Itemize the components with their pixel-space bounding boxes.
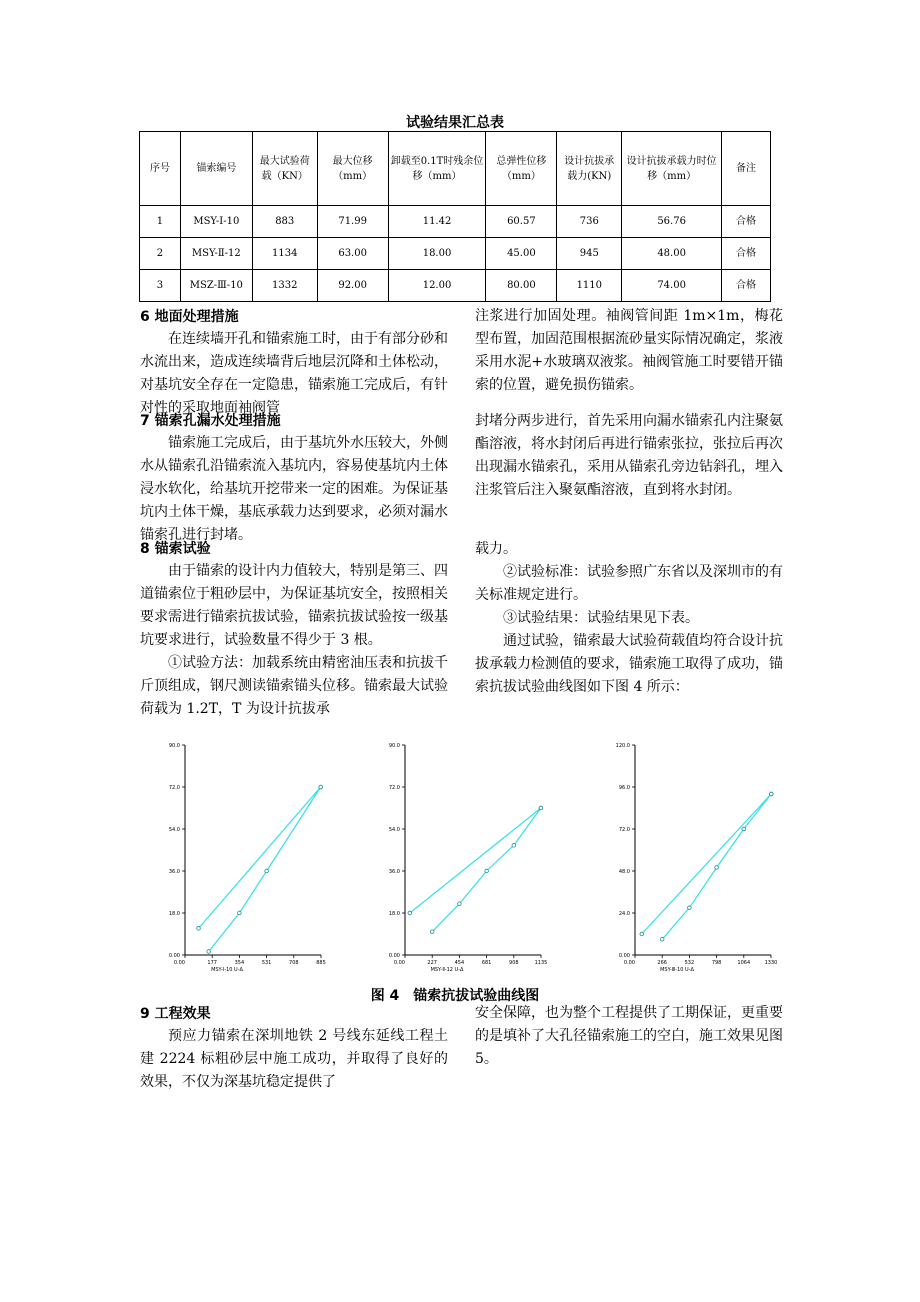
paragraph: 在连续墙开孔和锚索施工时，由于有部分砂和水流出来，造成连续墙背后地层沉降和土体松动，对基坑安全存在一定隐患，锚索施工完成后，有针对性的采取地面袖阀管 <box>140 331 448 416</box>
x-tick-label: 266 <box>657 960 667 966</box>
header-cell: 总弹性位移（mm） <box>486 132 557 206</box>
table-cell: 2 <box>140 238 181 270</box>
table-cell: 1110 <box>557 270 622 302</box>
section-9-left <box>140 1003 448 1094</box>
table-cell: 1332 <box>252 270 317 302</box>
x-tick-label: 227 <box>427 960 437 966</box>
paragraph: 安全保障，也为整个工程提供了工期保证，更重要的是填补了大孔径锚索施工的空白，施工效果见图 5。 <box>475 1005 783 1067</box>
table-cell: 883 <box>252 206 317 238</box>
x-axis-label: MSY-Ⅱ-12 U-Δ <box>430 967 464 973</box>
table-cell: 945 <box>557 238 622 270</box>
x-axis-label: MSY-Ⅲ-10 U-Δ <box>660 967 694 973</box>
y-tick-label: 24.0 <box>618 911 630 917</box>
section-7-right <box>475 410 783 502</box>
x-tick-label: 532 <box>684 960 695 966</box>
section-8-right <box>475 538 783 699</box>
y-tick-label: 72.0 <box>618 827 630 833</box>
section-6-right <box>475 305 783 397</box>
table-cell: 92.00 <box>317 270 388 302</box>
section-heading: 8 锚索试验 <box>140 541 211 557</box>
paragraph: 通过试验，锚索最大试验荷载值均符合设计抗拔承载力检测值的要求，锚索施工取得了成功，锚索抗拔试验曲线图如下图 4 所示： <box>475 633 783 695</box>
table-cell: MSY-Ⅰ-10 <box>180 206 252 238</box>
data-point <box>485 869 489 873</box>
table-row <box>140 238 771 270</box>
table-cell: MSZ-Ⅲ-10 <box>180 270 252 302</box>
data-point <box>207 950 211 954</box>
paragraph: 封堵分两步进行，首先采用向漏水锚索孔内注聚氨酯溶液，将水封闭后再进行锚索张拉，张拉后再次出现漏水锚索孔，采用从锚索孔旁边钻斜孔，埋入注浆管后注入聚氨酯溶液，直到将水封闭。 <box>475 413 783 498</box>
y-tick-label: 54.0 <box>388 827 400 833</box>
table-header-row <box>140 132 771 206</box>
y-tick-label: 72.0 <box>168 785 180 791</box>
x-tick-label: 531 <box>261 960 272 966</box>
data-point <box>769 792 773 796</box>
table-cell: 1134 <box>252 238 317 270</box>
table-cell: 60.57 <box>486 206 557 238</box>
series-line <box>410 808 541 913</box>
x-tick-label: 908 <box>509 960 519 966</box>
paragraph: ③试验结果：试验结果见下表。 <box>503 610 699 626</box>
table-cell: 18.00 <box>388 238 486 270</box>
data-point <box>660 937 664 941</box>
x-tick-label: 681 <box>481 960 492 966</box>
y-tick-label: 72.0 <box>388 785 400 791</box>
x-tick-label: 0.00 <box>173 960 185 966</box>
y-tick-label: 48.0 <box>618 869 630 875</box>
y-tick-label: 36.0 <box>388 869 400 875</box>
section-6-left <box>140 306 448 420</box>
header-cell: 卸载至0.1T时残余位移（mm） <box>388 132 486 206</box>
table-cell: 71.99 <box>317 206 388 238</box>
section-heading: 9 工程效果 <box>140 1006 211 1022</box>
x-tick-label: 0.00 <box>393 960 405 966</box>
table-cell: 合格 <box>722 206 771 238</box>
x-tick-label: 454 <box>454 960 465 966</box>
y-tick-label: 54.0 <box>168 827 180 833</box>
header-cell: 最大试验荷载（KN） <box>252 132 317 206</box>
x-tick-label: 798 <box>711 960 722 966</box>
data-point <box>742 827 746 831</box>
section-7-left <box>140 410 448 547</box>
table-cell: 45.00 <box>486 238 557 270</box>
chart-2 <box>389 743 548 973</box>
header-cell: 序号 <box>140 132 181 206</box>
chart-1 <box>169 743 326 973</box>
section-8-left <box>140 538 448 721</box>
series-line <box>209 787 321 952</box>
table-cell: 56.76 <box>622 206 722 238</box>
y-tick-label: 96.0 <box>618 785 630 791</box>
paragraph: 锚索施工完成后，由于基坑外水压较大，外侧水从锚索孔沿锚索流入基坑内，容易使基坑内土体浸水软化，给基坑开挖带来一定的困难。为保证基坑内土体干燥，基底承载力达到要求，必须对漏水锚索孔进行封堵。 <box>140 435 448 543</box>
x-tick-label: 1330 <box>764 960 778 966</box>
data-point <box>512 844 516 848</box>
anchor-test-curves <box>140 735 780 975</box>
table-cell: 12.00 <box>388 270 486 302</box>
figure-caption: 图 4 锚索抗拔试验曲线图 <box>370 988 540 1004</box>
data-point <box>715 866 719 870</box>
x-tick-label: 177 <box>207 960 217 966</box>
data-point <box>430 930 434 934</box>
x-tick-label: 1064 <box>737 960 751 966</box>
y-tick-label: 0.00 <box>388 953 400 959</box>
header-cell: 备注 <box>722 132 771 206</box>
paragraph: 注浆进行加固处理。袖阀管间距 1m×1m，梅花型布置，加固范围根据流砂量实际情况确定，浆液采用水泥+水玻璃双液浆。袖阀管施工时要错开锚索的位置，避免损伤锚索。 <box>475 308 783 393</box>
table-cell: 63.00 <box>317 238 388 270</box>
section-heading: 6 地面处理措施 <box>140 309 239 325</box>
x-tick-label: 708 <box>289 960 299 966</box>
header-cell: 最大位移（mm） <box>317 132 388 206</box>
x-tick-label: 885 <box>316 960 326 966</box>
table-cell: 3 <box>140 270 181 302</box>
table-cell: 736 <box>557 206 622 238</box>
paragraph: 由于锚索的设计内力值较大，特别是第三、四道锚索位于粗砂层中，为保证基坑安全，按照相关要求需进行锚索抗拔试验，锚索抗拔试验按一级基坑要求进行，试验数量不得少于 3 根。 <box>140 563 448 648</box>
chart-3 <box>616 743 778 973</box>
paragraph: 载力。 <box>475 541 517 557</box>
data-point <box>319 785 323 789</box>
y-tick-label: 90.0 <box>388 743 400 749</box>
data-point <box>640 932 644 936</box>
table-row <box>140 270 771 302</box>
x-tick-label: 0.00 <box>623 960 635 966</box>
table-cell: MSY-Ⅱ-12 <box>180 238 252 270</box>
series-line <box>642 794 772 934</box>
table-cell: 合格 <box>722 238 771 270</box>
section-heading: 7 锚索孔漏水处理措施 <box>140 413 281 429</box>
y-tick-label: 0.00 <box>618 953 630 959</box>
table-cell: 80.00 <box>486 270 557 302</box>
y-tick-label: 0.00 <box>168 953 180 959</box>
data-point <box>539 806 543 810</box>
x-tick-label: 1135 <box>534 960 548 966</box>
table-cell: 合格 <box>722 270 771 302</box>
header-cell: 设计抗拔承载力时位移（mm） <box>622 132 722 206</box>
table-cell: 1 <box>140 206 181 238</box>
x-tick-label: 354 <box>234 960 245 966</box>
series-line <box>199 787 321 928</box>
section-9-right <box>475 1002 783 1071</box>
paragraph: 预应力锚索在深圳地铁 2 号线东延线工程土建 2224 标粗砂层中施工成功，并取得了良好的效果，不仅为深基坑稳定提供了 <box>140 1028 448 1090</box>
data-point <box>197 927 201 931</box>
y-tick-label: 36.0 <box>168 869 180 875</box>
header-cell: 锚索编号 <box>180 132 252 206</box>
paragraph: ②试验标准：试验参照广东省以及深圳市的有关标准规定进行。 <box>475 564 783 603</box>
x-axis-label: MSY-Ⅰ-10 U-Δ <box>211 967 243 973</box>
data-point <box>458 902 462 906</box>
table-cell: 74.00 <box>622 270 722 302</box>
data-point <box>265 869 269 873</box>
y-tick-label: 18.0 <box>388 911 400 917</box>
table-cell: 48.00 <box>622 238 722 270</box>
table-row <box>140 206 771 238</box>
y-tick-label: 120.0 <box>615 743 630 749</box>
y-tick-label: 18.0 <box>168 911 180 917</box>
data-point <box>238 911 242 915</box>
results-table <box>139 131 771 302</box>
paragraph: ①试验方法：加载系统由精密油压表和抗拔千斤顶组成，钢尺测读锚索锚头位移。锚索最大试验荷载为 1.2T，T 为设计抗拔承 <box>140 655 448 717</box>
table-title: 试验结果汇总表 <box>406 115 504 131</box>
y-tick-label: 90.0 <box>168 743 180 749</box>
data-point <box>408 911 412 915</box>
header-cell: 设计抗拔承载力(KN) <box>557 132 622 206</box>
data-point <box>688 906 692 910</box>
table-cell: 11.42 <box>388 206 486 238</box>
